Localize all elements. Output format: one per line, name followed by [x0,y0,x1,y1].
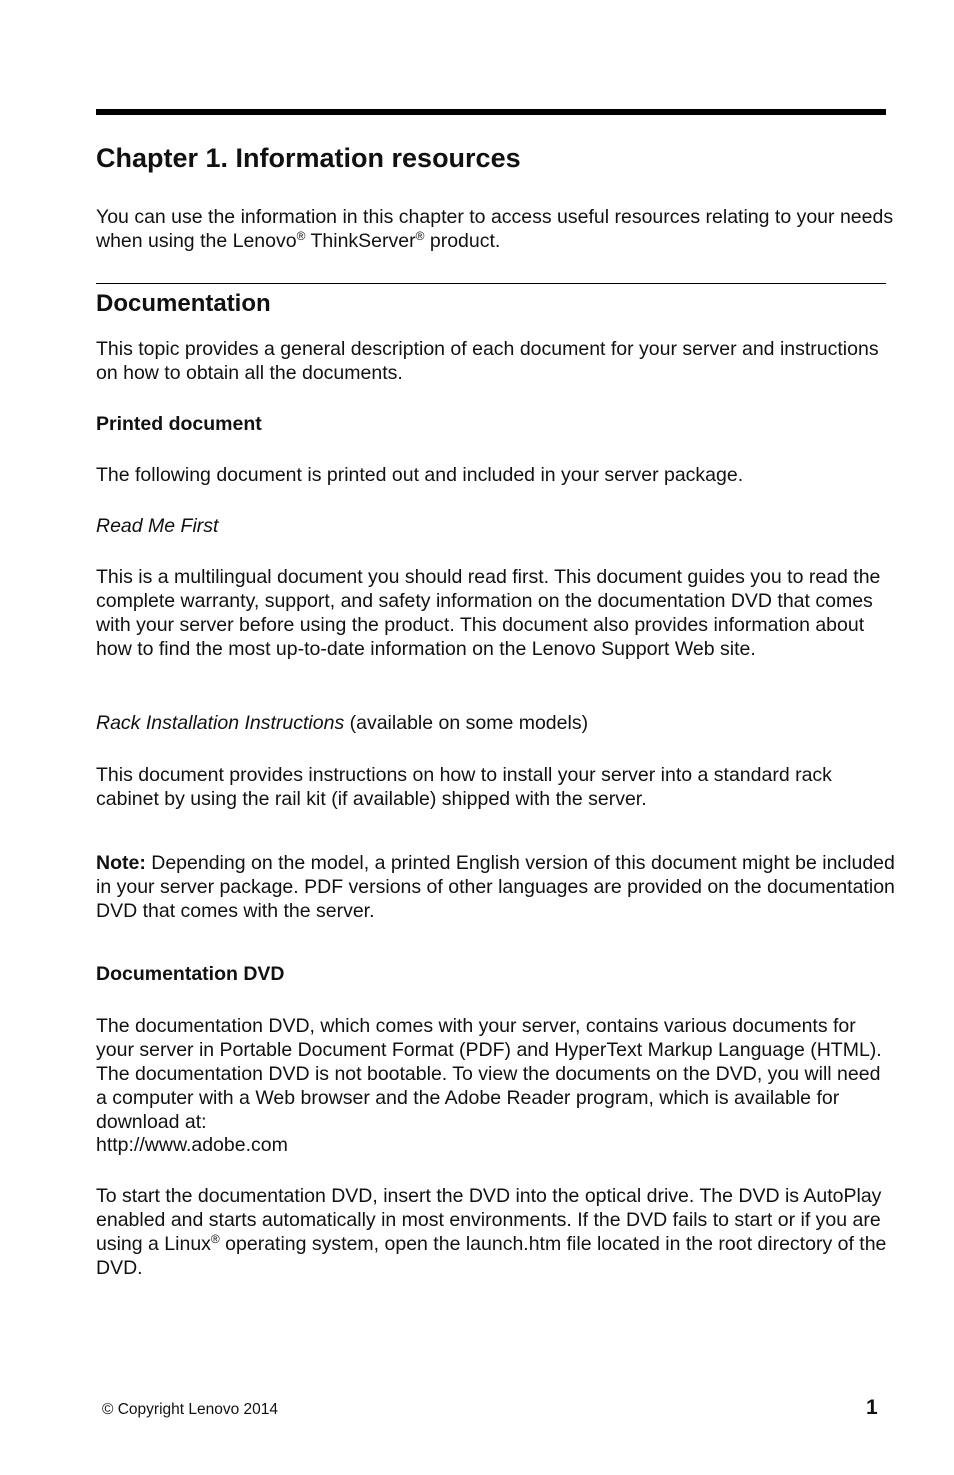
registered-mark-lenovo: ® [296,229,306,243]
chapter-intro [96,205,896,253]
page-number: 1 [866,1396,878,1419]
note-label: Note: [96,852,146,874]
rack-installation-availability: (available on some models) [344,712,589,734]
rack-installation-text: This document provides instructions on how to install your server into a standard rack cabinet by using the rail kit (if available) shipped with the server. [96,764,832,810]
section-rule [96,283,886,284]
registered-mark-thinkserver: ® [415,229,425,243]
chapter-top-rule [96,109,886,115]
rack-installation-title [96,711,588,735]
dvd-description: The documentation DVD, which comes with your server, contains various documents for your server in Portable Document Format (PDF) and HyperText Markup Language (HTML). The documentation DVD is not bootable. To view the documents on the DVD, you will need a computer with a Web browser and the Adobe Reader program, which is available for download at: [96,1015,882,1133]
subheading-printed-document: Printed document [96,413,262,435]
chapter-intro-text-1: You can use the information in this chapter to access useful resources relating to your needs when using the Lenovo [96,206,894,252]
documentation-intro: This topic provides a general description of each document for your server and instructions on how to obtain all the documents. [96,338,879,384]
chapter-intro-text-3: product. [424,230,501,252]
printed-document-text: The following document is printed out and included in your server package. [96,464,744,486]
note-paragraph [96,851,896,923]
adobe-url-link[interactable]: http://www.adobe.com [96,1134,288,1156]
read-me-first-text: This is a multilingual document you should read first. This document guides you to read the complete warranty, support, and safety information on the documentation DVD that comes with your server before using the product. This document also provides information about how to find the most up-to-date information on the Lenovo Support Web site. [96,566,881,660]
chapter-title: Chapter 1. Information resources [96,143,521,173]
read-me-first-title: Read Me First [96,515,219,537]
dvd-start-text-2: operating system, open the launch.htm file located in the root directory of the DVD. [96,1233,887,1279]
dvd-start-instructions [96,1184,896,1280]
section-title-documentation: Documentation [96,290,271,317]
footer-copyright: © Copyright Lenovo 2014 [102,1401,279,1418]
note-text: Depending on the model, a printed English version of this document might be included in your server package. PDF versions of other languages are provided on the documentation DVD that comes with the server. [96,852,895,922]
registered-mark-linux: ® [210,1232,220,1246]
rack-installation-title-text: Rack Installation Instructions [96,712,345,734]
subheading-documentation-dvd: Documentation DVD [96,963,285,985]
chapter-intro-text-2: ThinkServer [305,230,416,252]
dvd-start-text-1: To start the documentation DVD, insert the DVD into the optical drive. The DVD is AutoPlay enabled and starts automatically in most environments. If the DVD fails to start or if you are using a Linux [96,1185,882,1255]
